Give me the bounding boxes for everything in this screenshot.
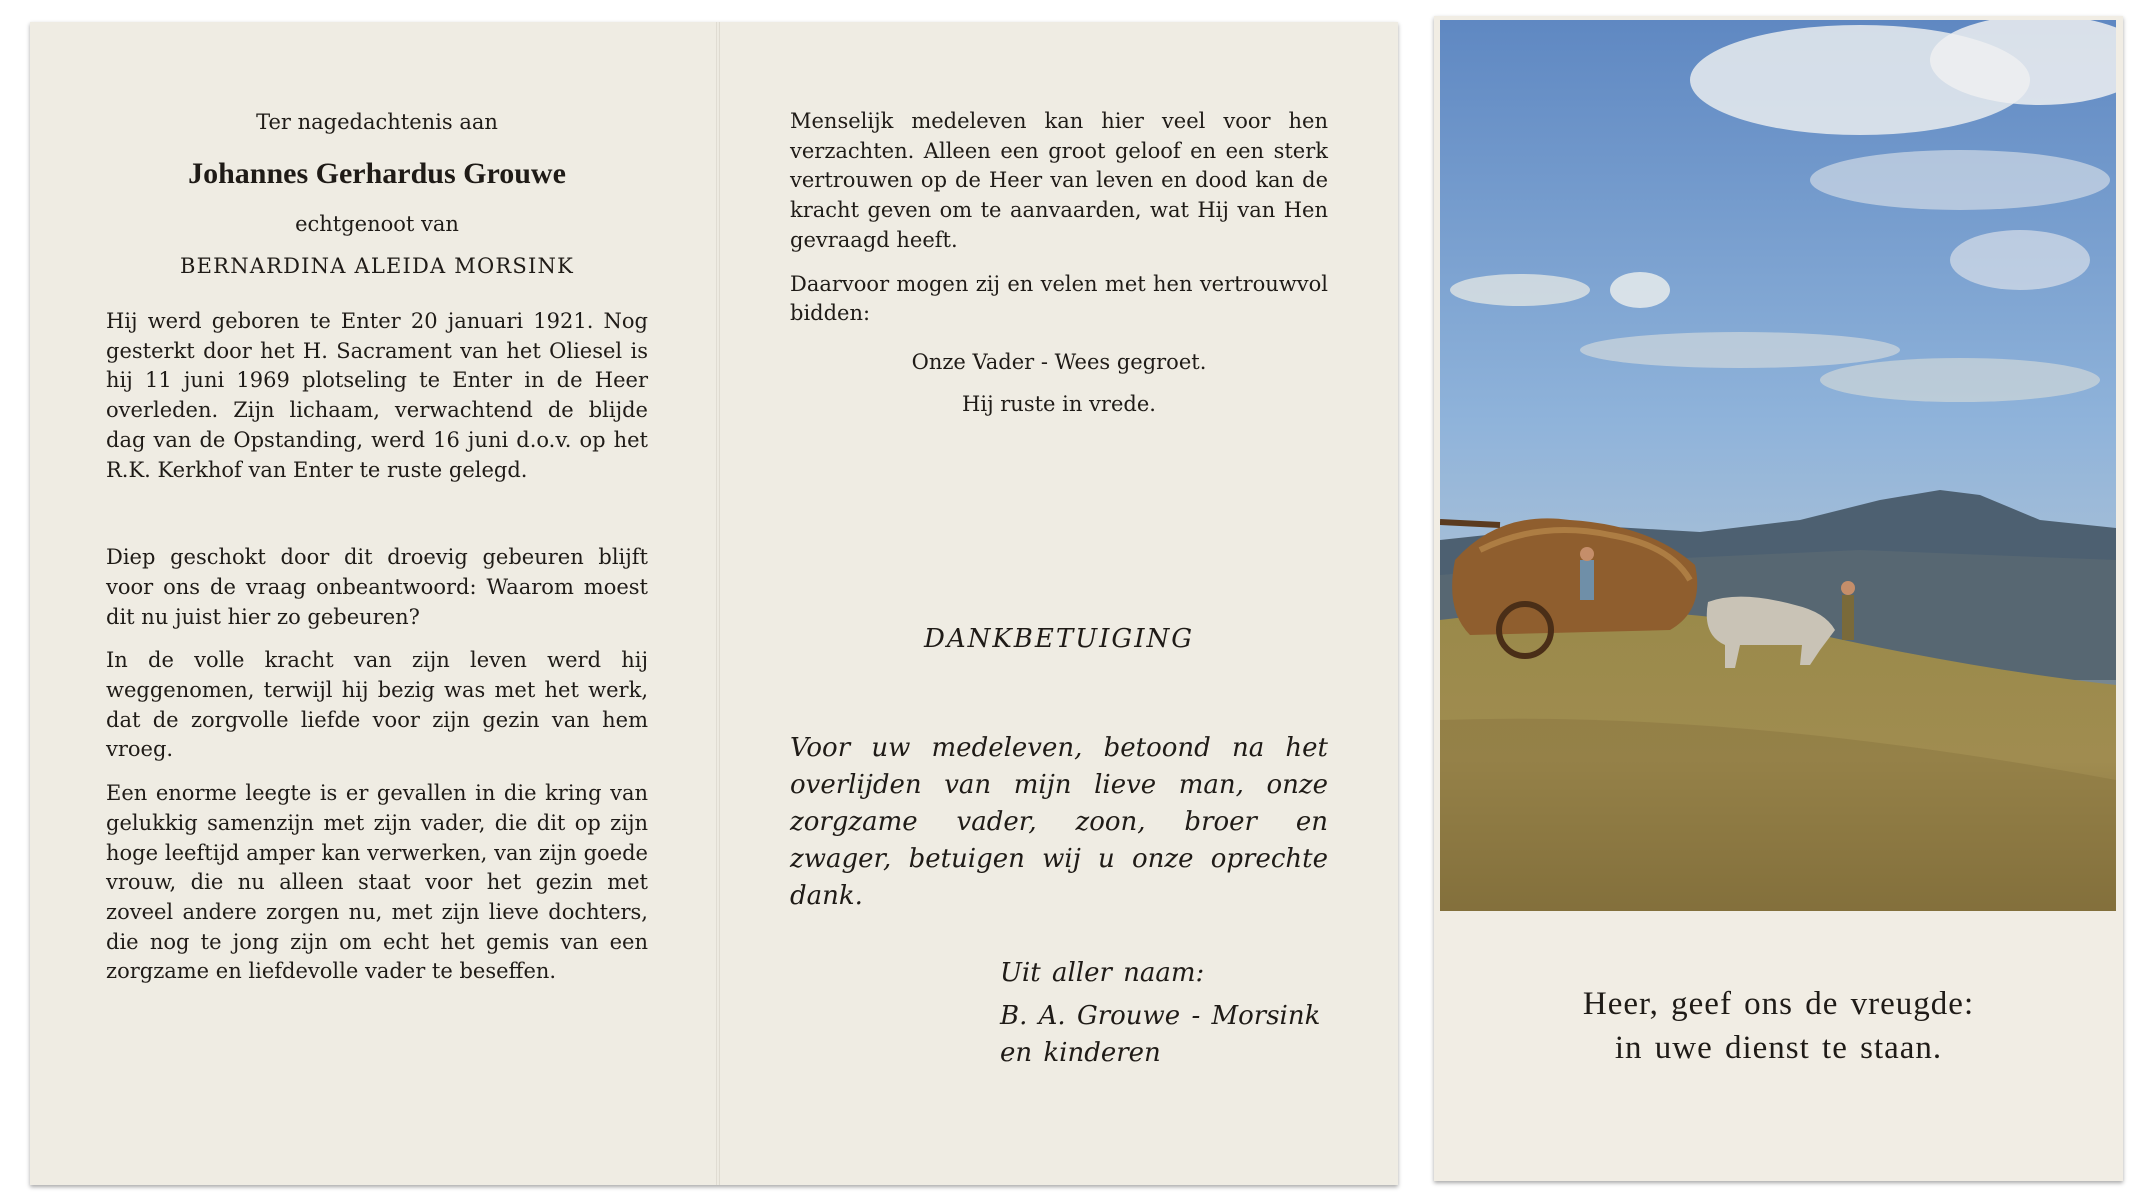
thanks-text: Voor uw medeleven, betoond na het overlijden van mijn lieve man, onze zorgzame vader, zoon, broer en zwager, betuigen wij u onze oprechte dank. [790,732,1328,911]
signature-line-2: B. A. Grouwe - Morsink [1000,1000,1321,1031]
spouse-name: BERNARDINA ALEIDA MORSINK [180,254,574,278]
verse-line-1: Heer, geef ons de vreugde: [1582,986,1975,1022]
harvest-landscape-photo [1440,20,2116,911]
left-panel [30,22,718,1185]
paragraph-prayer-intro: Daarvoor mogen zij en velen met hen vertrouwvol bidden: [790,271,1328,326]
intro-line: Ter nagedachtenis aan [256,110,498,134]
relation-line: echtgenoot van [295,212,459,236]
memorial-card-front [1434,16,2123,1181]
signature-line-1: Uit aller naam: [1000,957,1205,988]
middle-panel [720,22,1398,1185]
rest-in-peace: Hij ruste in vrede. [962,391,1156,416]
prayer-line: Onze Vader - Wees gegroet. [911,349,1207,374]
deceased-name: Johannes Gerhardus Grouwe [188,157,566,190]
memorial-card-inside [30,22,1398,1185]
paragraph-2: In de volle kracht van zijn leven werd hij weggenomen, terwijl hij bezig was met het werk, dat de zorgvolle liefde voor zijn gezin van hem vroeg. [106,648,648,762]
verse-line-2: in uwe dienst te staan. [1614,1030,1943,1066]
signature-line-3: en kinderen [1000,1037,1161,1068]
thanks-heading: DANKBETUIGING [924,623,1194,654]
biography: Hij werd geboren te Enter 20 januari 1921. Nog gesterkt door het H. Sacrament van het Oliesel is hij 11 juni 1969 plotseling te Enter in de Heer overleden. Zijn lichaam, verwachtend de blijde dag van de Opstanding, werd 16 juni d.o.v. op het R.K. Kerkhof van Enter te ruste gelegd. [106,309,648,482]
paragraph-compassion: Menselijk medeleven kan hier veel voor hen verzachten. Alleen een groot geloof en een sterk vertrouwen op de Heer van leven en dood kan de kracht geven om te aanvaarden, wat Hij van Hen gevraagd heeft. [790,109,1328,252]
paragraph-1: Diep geschokt door dit droevig gebeuren blijft voor ons de vraag onbeantwoord: Waarom moest dit nu juist hier zo gebeuren? [106,545,648,629]
verse-caption [1434,982,2123,1070]
paragraph-3: Een enorme leegte is er gevallen in die kring van gelukkig samenzijn met zijn vader, die dit op zijn hoge leeftijd amper kan verwerken, van zijn goede vrouw, die nu alleen staat voor het gezin met zoveel andere zorgen nu, met zijn lieve dochters, die nog te jong zijn om echt het gemis van een zorgzame en liefdevolle vader te beseffen. [106,781,648,984]
